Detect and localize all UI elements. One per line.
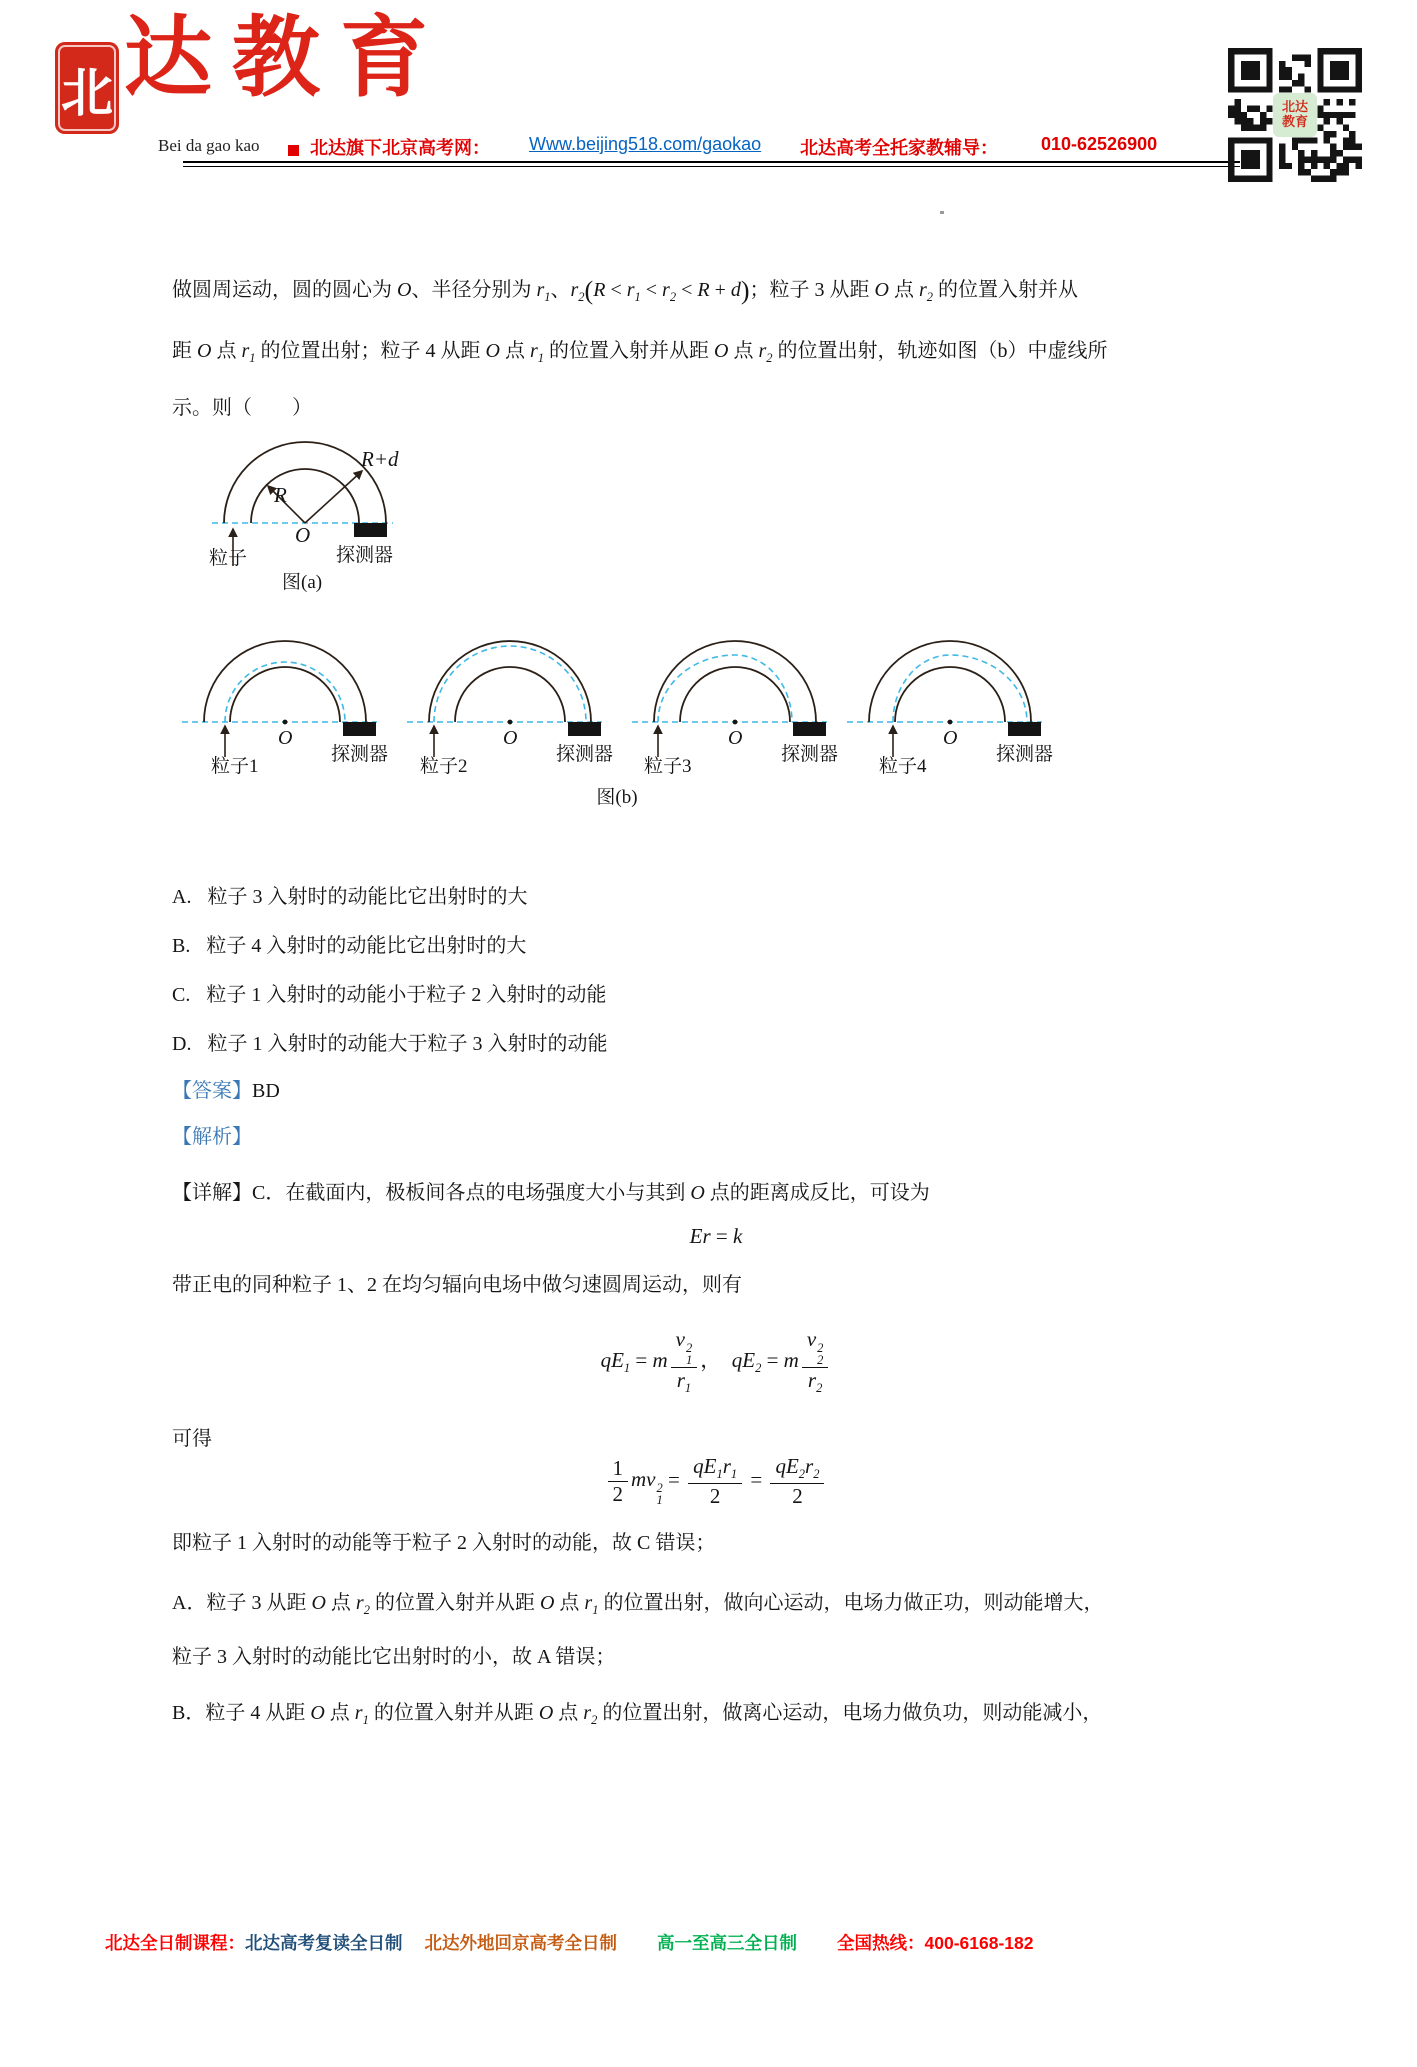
figure-a-detector-label: 探测器 — [336, 545, 394, 566]
footer-hotline-label: 全国热线： — [837, 1933, 925, 1953]
answer-row — [172, 1078, 280, 1104]
kede-line: 可得 — [172, 1428, 212, 1450]
explanation-a-line: A．粒子 3 从距 O 点 $r_2$ 的位置入射并从距 O 点 $r_1$ 的位置出射，做向心运动，电场力做正功，则动能增大， — [172, 1592, 1104, 1617]
logo-pinyin: Bei da gao kao — [158, 136, 260, 155]
option-b-text: 粒子 4 入射时的动能比它出射时的大 — [206, 935, 527, 957]
tutor-phone: 010-62526900 — [1041, 134, 1158, 154]
figure-b-diagram — [140, 630, 1280, 780]
option-d — [172, 1031, 607, 1057]
figure-b3-center-label: O — [728, 727, 743, 749]
problem-line-3: 示。则（ ） — [172, 397, 312, 419]
footer — [105, 1930, 1033, 1955]
option-c — [172, 982, 606, 1008]
figure-a-outer-radius-label: R+d — [361, 447, 399, 471]
detector-rect — [354, 523, 387, 537]
option-c-key: C. — [172, 984, 191, 1006]
footer-label: 北达全日制课程： — [105, 1933, 245, 1953]
figure-b1-center-label: O — [278, 727, 293, 749]
formula-kinetic-energy: $\frac{1}{2}$ mv 2 1 = $\frac{qE_1r_1}{2}$ = $\frac{qE_2r_2}{2}$ — [410, 1455, 1022, 1508]
option-c-text: 粒子 1 入射时的动能小于粒子 2 入射时的动能 — [206, 984, 607, 1006]
problem-line-1: 做圆周运动，圆的圆心为 O、半径分别为 $r_1$、$r_2(R < r_1 < r_2 < R + d)$；粒子 3 从距 O 点 $r_2$ 的位置入射并从 — [172, 276, 1079, 305]
option-a-text: 粒子 3 入射时的动能比它出射时的大 — [207, 886, 528, 908]
figure-a-center-label: O — [295, 523, 311, 547]
site-link[interactable]: Www.beijing518.com/gaokao — [529, 134, 762, 154]
option-a — [172, 884, 527, 910]
figure-b2-detector-label: 探测器 — [556, 744, 614, 765]
answer-value: BD — [252, 1080, 280, 1102]
answer-label: 【答案】 — [172, 1080, 252, 1102]
figure-b2-particle-label: 粒子2 — [420, 756, 468, 777]
site-label: 北达旗下北京高考网： — [310, 138, 490, 158]
figure-b3-particle-label: 粒子3 — [644, 756, 692, 777]
option-b-key: B. — [172, 935, 191, 957]
logo-seal: 北 — [55, 42, 119, 134]
option-b — [172, 933, 526, 959]
conclusion-c-line: 即粒子 1 入射时的动能等于粒子 2 入射时的动能，故 C 错误； — [172, 1532, 716, 1554]
detail-line: 【详解】C．在截面内，极板间各点的电场强度大小与其到 O 点的距离成反比，可设为 — [172, 1182, 930, 1204]
explanation-mid-line: 带正电的同种粒子 1、2 在均匀辐向电场中做匀速圆周运动，则有 — [172, 1274, 742, 1296]
footer-course-fulltime: 北达高考复读全日制 — [245, 1933, 403, 1953]
qr-badge-line2: 教育 — [1281, 114, 1308, 129]
stray-mark — [940, 211, 944, 214]
formula-centripetal: $qE_1 = m$ v 2 1 $r_1$ ， $qE_2 = m$ v 2 2 $r_2$ — [410, 1328, 1022, 1396]
figure-b4-center-label: O — [943, 727, 958, 749]
figure-b1-particle-label: 粒子1 — [211, 756, 259, 777]
qr-code — [1228, 48, 1362, 182]
inner-arc — [251, 469, 359, 523]
problem-line-2: 距 O 点 $r_1$ 的位置出射；粒子 4 从距 O 点 $r_1$ 的位置入射并从距 O 点 $r_2$ 的位置出射，轨迹如图（b）中虚线所 — [172, 340, 1108, 365]
figure-a-caption: 图(a) — [282, 572, 323, 593]
qr-badge-line1: 北达 — [1281, 99, 1308, 115]
trajectory-1-dashed — [225, 662, 345, 722]
footer-course-nonlocal: 北达外地回京高考全日制 — [424, 1933, 617, 1953]
figure-b2-center-label: O — [503, 727, 518, 749]
figure-b-caption: 图(b) — [596, 787, 638, 808]
figure-a-radius-label: R — [274, 483, 287, 507]
tutor-label: 北达高考全托家教辅导： — [800, 138, 998, 158]
formula-er-k: Er = k — [689, 1224, 743, 1248]
explanation-b-line: B．粒子 4 从距 O 点 $r_1$ 的位置入射并从距 O 点 $r_2$ 的位置出射，做离心运动，电场力做负功，则动能减小， — [172, 1702, 1103, 1727]
figure-b1-detector-label: 探测器 — [331, 744, 389, 765]
figure-b3-detector-label: 探测器 — [781, 744, 839, 765]
figure-a-diagram — [150, 430, 520, 600]
figure-b4-detector-label: 探测器 — [996, 744, 1054, 765]
footer-hotline-number: 400-6168-182 — [924, 1933, 1034, 1953]
header-divider — [183, 161, 1240, 167]
red-square-bullet-icon — [288, 145, 299, 156]
option-d-key: D. — [172, 1033, 192, 1055]
logo-text: 达教育 — [124, 11, 449, 108]
figure-a-particle-label: 粒子 — [209, 548, 248, 569]
figure-b4-particle-label: 粒子4 — [879, 756, 927, 777]
analysis-label: 【解析】 — [172, 1126, 252, 1148]
footer-course-grades: 高一至高三全日制 — [657, 1933, 797, 1953]
qr-center-badge — [1273, 93, 1317, 137]
explanation-a2-line: 粒子 3 入射时的动能比它出射时的小，故 A 错误； — [172, 1646, 616, 1668]
option-a-key: A. — [172, 886, 192, 908]
option-d-text: 粒子 1 入射时的动能大于粒子 3 入射时的动能 — [207, 1033, 608, 1055]
